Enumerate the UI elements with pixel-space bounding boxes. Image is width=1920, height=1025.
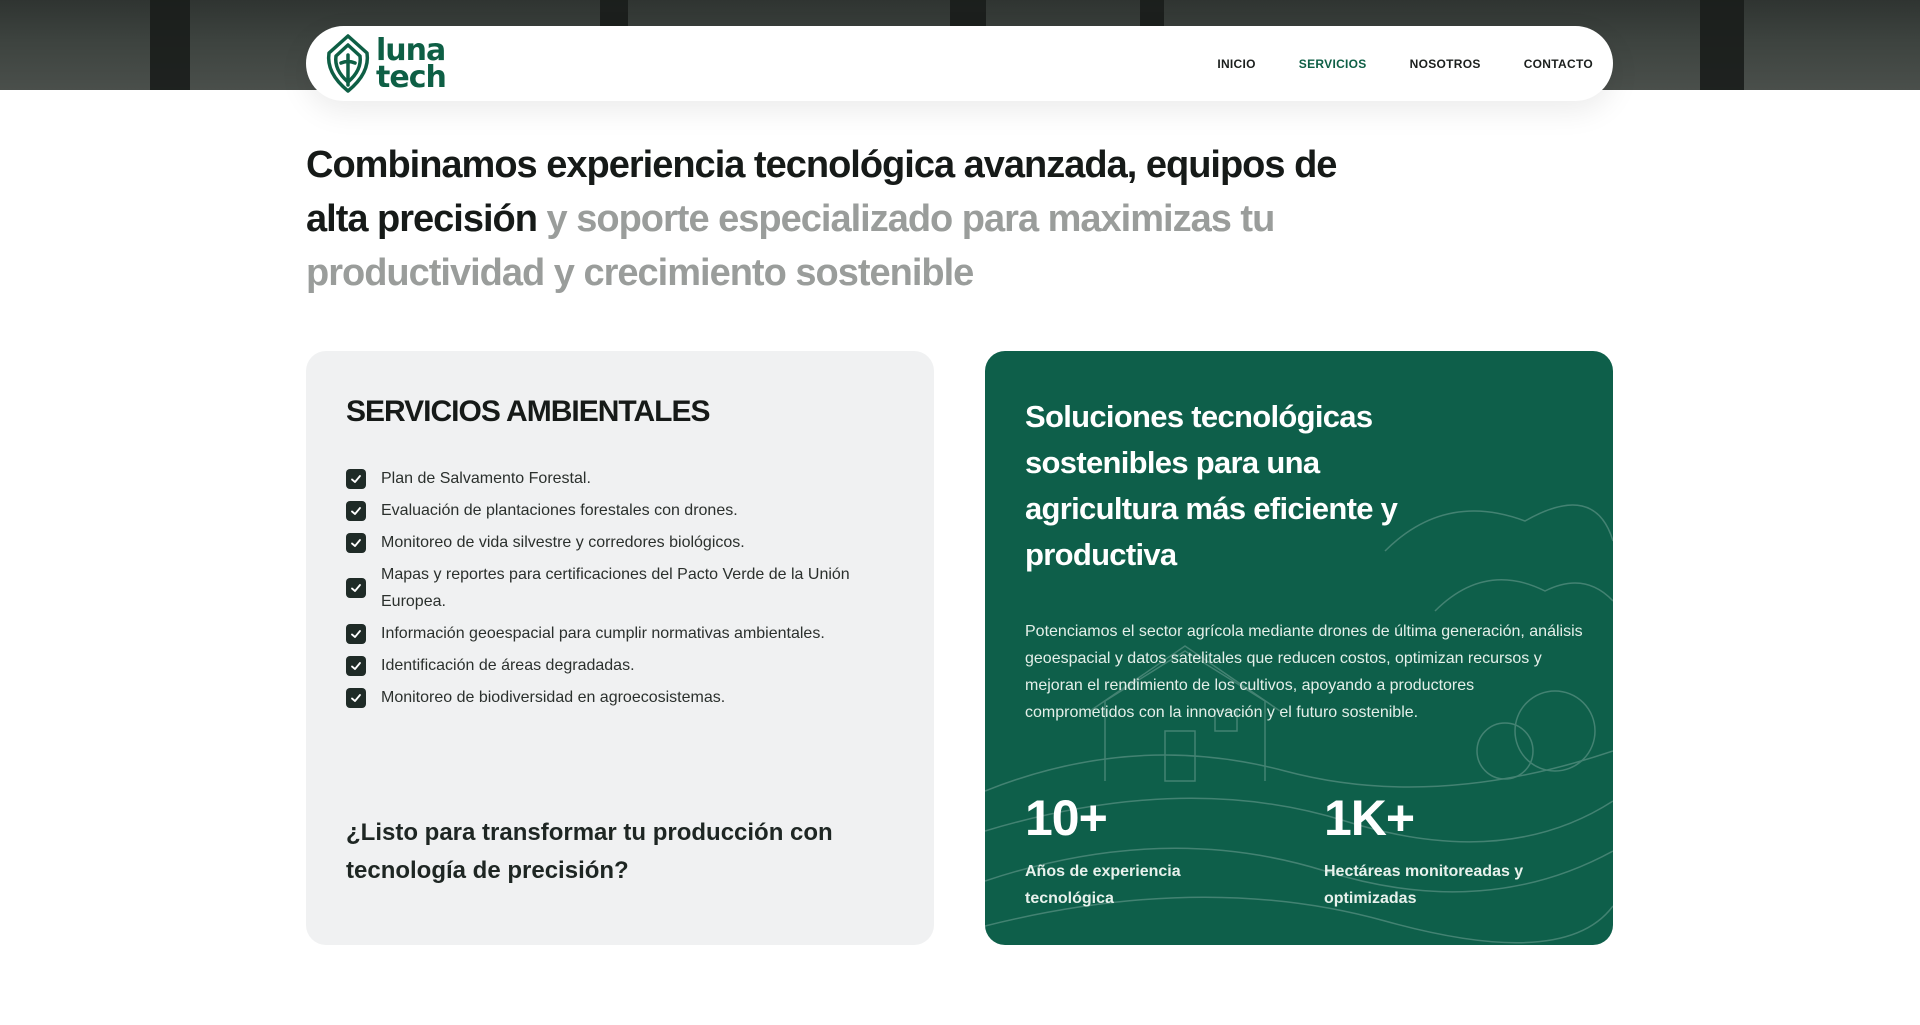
service-item-text: Monitoreo de biodiversidad en agroecosistemas. [381,689,726,706]
stat-hectares [1324,788,1613,912]
service-item-text: Monitoreo de vida silvestre y corredores biológicos. [381,534,745,551]
check-icon [346,578,366,598]
cta-question: ¿Listo para transformar tu producción con tecnología de precisión? [346,819,833,884]
stat-label: Hectáreas monitoreadas y optimizadas [1324,863,1524,907]
stat-experience [1025,788,1324,912]
service-item [346,652,894,679]
check-icon [346,688,366,708]
services-list [346,465,894,711]
service-item-text: Plan de Salvamento Forestal. [381,470,591,487]
brand-logo[interactable] [324,33,446,95]
logo-line-2: tech [376,59,446,95]
nav-nosotros[interactable]: NOSOTROS [1409,56,1481,71]
services-card [306,351,934,945]
stats-row [1025,788,1613,912]
headline-muted-part: y soporte especializado para maximizas tu productividad y crecimiento sostenible [306,198,1275,294]
service-item [346,465,894,492]
solutions-title: Soluciones tecnológicas sostenibles para una agricultura más eficiente y productiva [1025,399,1398,572]
nav-contacto[interactable]: CONTACTO [1523,56,1593,71]
check-icon [346,624,366,644]
services-title: SERVICIOS AMBIENTALES [346,395,710,428]
service-item [346,529,894,556]
check-icon [346,469,366,489]
nav-servicios[interactable]: SERVICIOS [1298,56,1367,71]
service-item [346,684,894,711]
navbar [306,26,1613,101]
service-item-text: Mapas y reportes para certificaciones del Pacto Verde de la Unión Europea. [381,566,850,610]
page-headline [306,138,1366,300]
service-item-text: Evaluación de plantaciones forestales con drones. [381,502,738,519]
check-icon [346,656,366,676]
service-item [346,620,894,647]
main-nav [1217,57,1593,71]
check-icon [346,533,366,553]
stat-value: 1K+ [1324,790,1415,846]
solutions-description: Potenciamos el sector agrícola mediante drones de última generación, análisis geoespacial y datos satelitales que reducen costos, optimizan recursos y mejoran el rendimiento de los cultivos, apoyando a productores comprometidos con la innovación y el futuro sostenible. [1025,623,1583,721]
headline-dark-part: Combinamos experiencia tecnológica avanzada, equipos de alta precisión [306,144,1337,240]
leaf-logo-icon [324,33,372,95]
stat-value: 10+ [1025,790,1107,846]
check-icon [346,501,366,521]
stat-label: Años de experiencia tecnológica [1025,863,1181,907]
service-item-text: Identificación de áreas degradadas. [381,657,635,674]
service-item [346,561,866,615]
logo-wordmark [376,32,446,95]
solutions-card [985,351,1613,945]
service-item [346,497,894,524]
logo-line-1: luna [376,32,446,68]
nav-inicio[interactable]: INICIO [1217,56,1256,71]
service-item-text: Información geoespacial para cumplir normativas ambientales. [381,625,825,642]
